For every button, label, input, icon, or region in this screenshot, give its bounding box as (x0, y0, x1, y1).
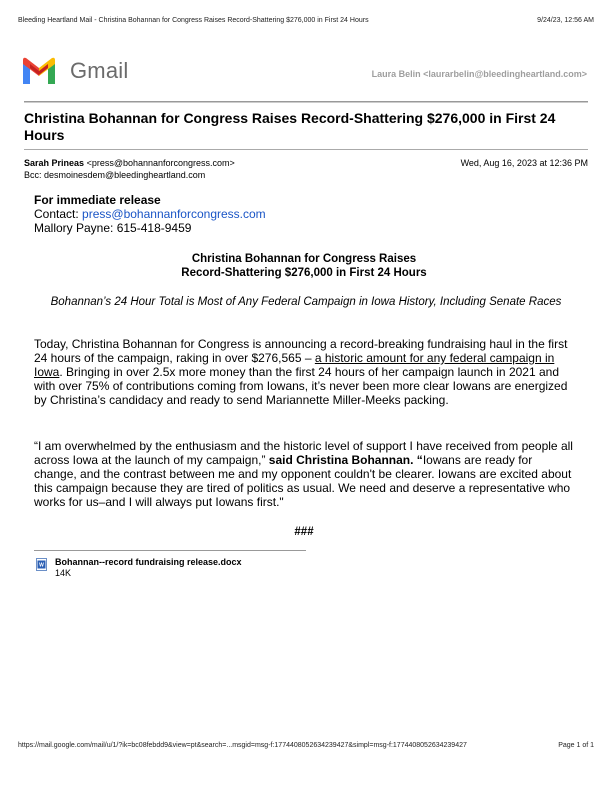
contact-line (34, 207, 574, 221)
account-label: Laura Belin <laurarbelin@bleedingheartland.com> (371, 69, 587, 79)
header-divider (24, 101, 588, 103)
docx-file-icon (36, 558, 47, 571)
print-header-datetime: 9/24/23, 12:56 AM (537, 17, 594, 24)
p1-text-after: . Bringing in over 2.5x more money than the first 24 hours of her campaign launch in 2021 and with over 75% of contributions coming from Iowans, it’s never been more clear Iowans are energized by Christina’s candidacy and ready to send Mariannette Miller-Meeks packing. (34, 365, 568, 407)
release-label: For immediate release (34, 193, 161, 207)
bcc-line: Bcc: desmoinesdem@bleedingheartland.com (24, 170, 206, 180)
attachment[interactable] (36, 557, 242, 579)
release-headline (34, 252, 574, 280)
print-footer-url: https://mail.google.com/mail/u/1/?ik=bc08febdd9&view=pt&search=...msgid=msg-f:1774408052634239427&simpl=msg-f:1774408052634239427 (18, 742, 467, 749)
sender (24, 157, 235, 169)
gmail-logo[interactable] (20, 56, 128, 86)
historic-amount-link[interactable]: a historic amount for any federal campaign in Iowa (34, 351, 555, 379)
paragraph-2 (34, 439, 574, 509)
email-date: Wed, Aug 16, 2023 at 12:36 PM (460, 158, 588, 168)
print-header (18, 17, 594, 24)
release-subheadline: Bohannan’s 24 Hour Total is Most of Any Federal Campaign in Iowa History, Including Senate Races (50, 296, 562, 308)
p2-text-before: “I am overwhelmed by the enthusiasm and the historic level of support I have received from people all across Iowa at the launch of my campaign,” (34, 439, 573, 467)
gmail-m-icon (20, 56, 58, 86)
print-footer (18, 742, 594, 749)
svg-text:W: W (39, 562, 44, 569)
sender-name: Sarah Prineas (24, 158, 85, 168)
contact-email-link[interactable]: press@bohannanforcongress.com (82, 207, 266, 221)
print-header-title: Bleeding Heartland Mail - Christina Bohannan for Congress Raises Record-Shattering $276,000 in First 24 Hours (18, 17, 369, 24)
attachment-filename[interactable]: Bohannan--record fundraising release.docx (55, 557, 242, 567)
release-info (34, 193, 574, 235)
gmail-wordmark: Gmail (70, 58, 129, 83)
email-subject: Christina Bohannan for Congress Raises Record-Shattering $276,000 in First 24 Hours (24, 110, 556, 143)
sender-email[interactable]: <press@bohannanforcongress.com> (86, 158, 235, 168)
attachment-size: 14K (55, 568, 72, 578)
p2-text-after: Iowans are ready for change, and the contrast between me and my opponent couldn't be clearer. Iowans are excited about this campaign because they are tired of politics as usual. We need and deserve a representative who works for us–and I will always put Iowans first." (34, 453, 572, 509)
email-meta (24, 157, 588, 181)
p2-bold: said Christina Bohannan. “ (268, 453, 423, 467)
contact-label: Contact: (34, 207, 79, 221)
paragraph-1 (34, 337, 574, 407)
attachment-info (55, 557, 242, 579)
attachment-divider (34, 550, 306, 551)
p1-text-before: Today, Christina Bohannan for Congress is announcing a record-breaking fundraising haul in the first 24 hours of the campaign, raking in over $276,565 – (34, 337, 568, 365)
subject-divider (24, 149, 588, 150)
headline-line-2: Record-Shattering $276,000 in First 24 Hours (181, 267, 427, 279)
print-footer-page: Page 1 of 1 (558, 742, 594, 749)
contact-phone: Mallory Payne: 615-418-9459 (34, 221, 192, 235)
end-marker: ### (294, 526, 314, 538)
headline-line-1: Christina Bohannan for Congress Raises (191, 253, 417, 265)
